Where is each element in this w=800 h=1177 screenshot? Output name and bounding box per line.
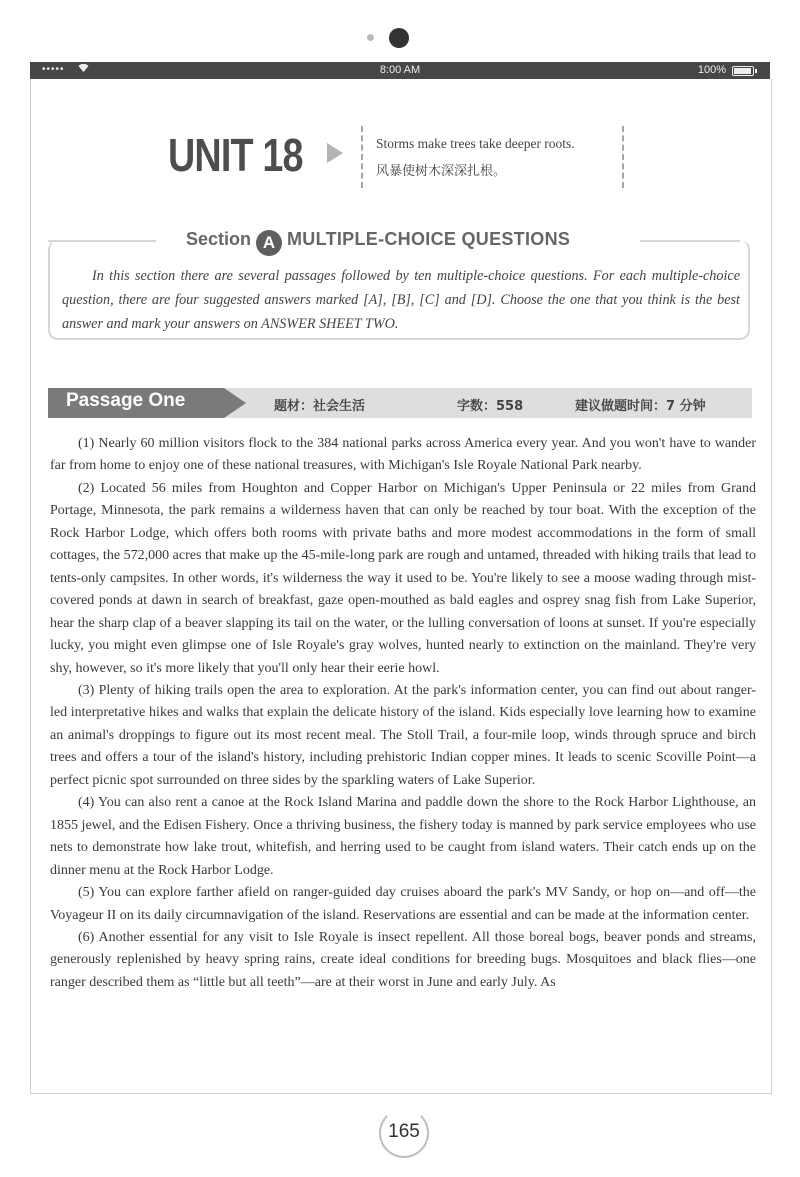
camera-lens-dot [389,28,409,48]
paragraph: (1) Nearly 60 million visitors flock to the 384 national parks across America every year. And you won't have to wander far from home to enjoy one of these national treasures, with Michigan's Isle Royale National Park nearby. [50,436,756,474]
section-rule-left [48,240,156,242]
page-number: 165 [388,1121,420,1142]
arrow-right-icon [327,143,343,163]
passage-suggested-time: 建议做题时间：7 分钟 [575,399,706,414]
signal-strength-icon: ••••• [42,64,65,75]
unit-title: UNIT 18 [168,129,303,181]
camera-sensor-dot [367,34,374,41]
unit-quote-chinese: 风暴使树木深深扎根。 [376,164,507,179]
battery-icon [732,66,754,76]
section-title: MULTIPLE-CHOICE QUESTIONS [287,229,571,249]
paragraph: (3) Plenty of hiking trails open the area to exploration. At the park's information center, you can find out about ranger-led interpretative hikes and walks that explain the delicate history of the island. Kids especially love learning how to examine an animal's droppings to figure out its most recent meal. The Stoll Trail, a four-mile loop, winds through spruce and birch trees and offers a tour of the island's history, including prehistoric Indian copper mines. It leads to scenic Scoville Point—a perfect picnic spot surrounded on three sides by the sparkling waters of Lake Superior. [50,682,756,788]
unit-quote-english: Storms make trees take deeper roots. [376,136,575,151]
section-instructions: In this section there are several passages followed by ten multiple-choice questions. For each multiple-choice question, there are four suggested answers marked [A], [B], [C] and [D]. Choose the one that you think is the best answer and mark your answers on ANSWER SHEET TWO. [62,268,740,332]
passage-name: Passage One [66,390,186,411]
battery-percentage: 100% [697,64,726,76]
paragraph: (4) You can also rent a canoe at the Rock Island Marina and paddle down the shore to the Rock Harbor Lighthouse, an 1855 jewel, and the Edisen Fishery. Once a thriving business, the fishery today is manned by park service employees who use nets to demonstrate how lake trout, whitefish, and herring used to be caught from island waters. Their catch ends up on the dinner menu at the Rock Harbor Lodge. [50,795,756,878]
section-rule-right [640,240,740,242]
section-letter-badge: A [256,230,282,256]
paragraph: (2) Located 56 miles from Houghton and Copper Harbor on Michigan's Upper Peninsula or 22 miles from Grand Portage, Minnesota, the park remains a wilderness haven that can only be reached by tour boat. With the exception of the Rock Harbor Lodge, which offers both rooms with private baths and more modest accommodations in the form of small cottages, the 572,000 acres that make up the 45-mile-long park are rough and untamed, threaded with hiking trails that lead to tents-only campsites. In other words, it's wilderness the way it used to be. You're likely to see a moose wading through mist-covered ponds at dawn in search of breakfast, gaze open-mouthed as bald eagles and osprey snag fish from Lake Superior, hear the sharp clap of a beaver slapping its tail on the water, or the lulling conversation of loons at sunset. If you're especially lucky, you might even glimpse one of Isle Royale's gray wolves, hunted nearly to extinction on the mainland. They're very shy, however, so it's more likely that you'll only hear their eerie howl. [50,480,756,676]
section-heading [186,229,570,256]
passage-topic: 题材：社会生活 [274,399,366,414]
passage-word-count: 字数：558 [457,399,524,414]
passage-text [50,433,756,994]
quote-divider-left [361,126,363,188]
paragraph: (5) You can explore farther afield on ranger-guided day cruises aboard the park's MV Sandy, or hop on—and off—the Voyageur II on its daily circumnavigation of the island. Reservations are essential and can be made at the information center. [50,885,756,923]
status-time: 8:00 AM [379,64,421,76]
paragraph: (6) Another essential for any visit to Isle Royale is insect repellent. All those boreal bogs, beaver ponds and streams, generously replenished by heavy spring rains, create ideal conditions for breeding bugs. Mosquitoes and black flies—one ranger described them as “little but all teeth”—are at their worst in June and early July. As [50,929,756,990]
quote-divider-right [622,126,624,188]
section-label: Section [186,229,252,249]
status-bar [30,62,770,79]
device-frame-top [0,0,800,62]
